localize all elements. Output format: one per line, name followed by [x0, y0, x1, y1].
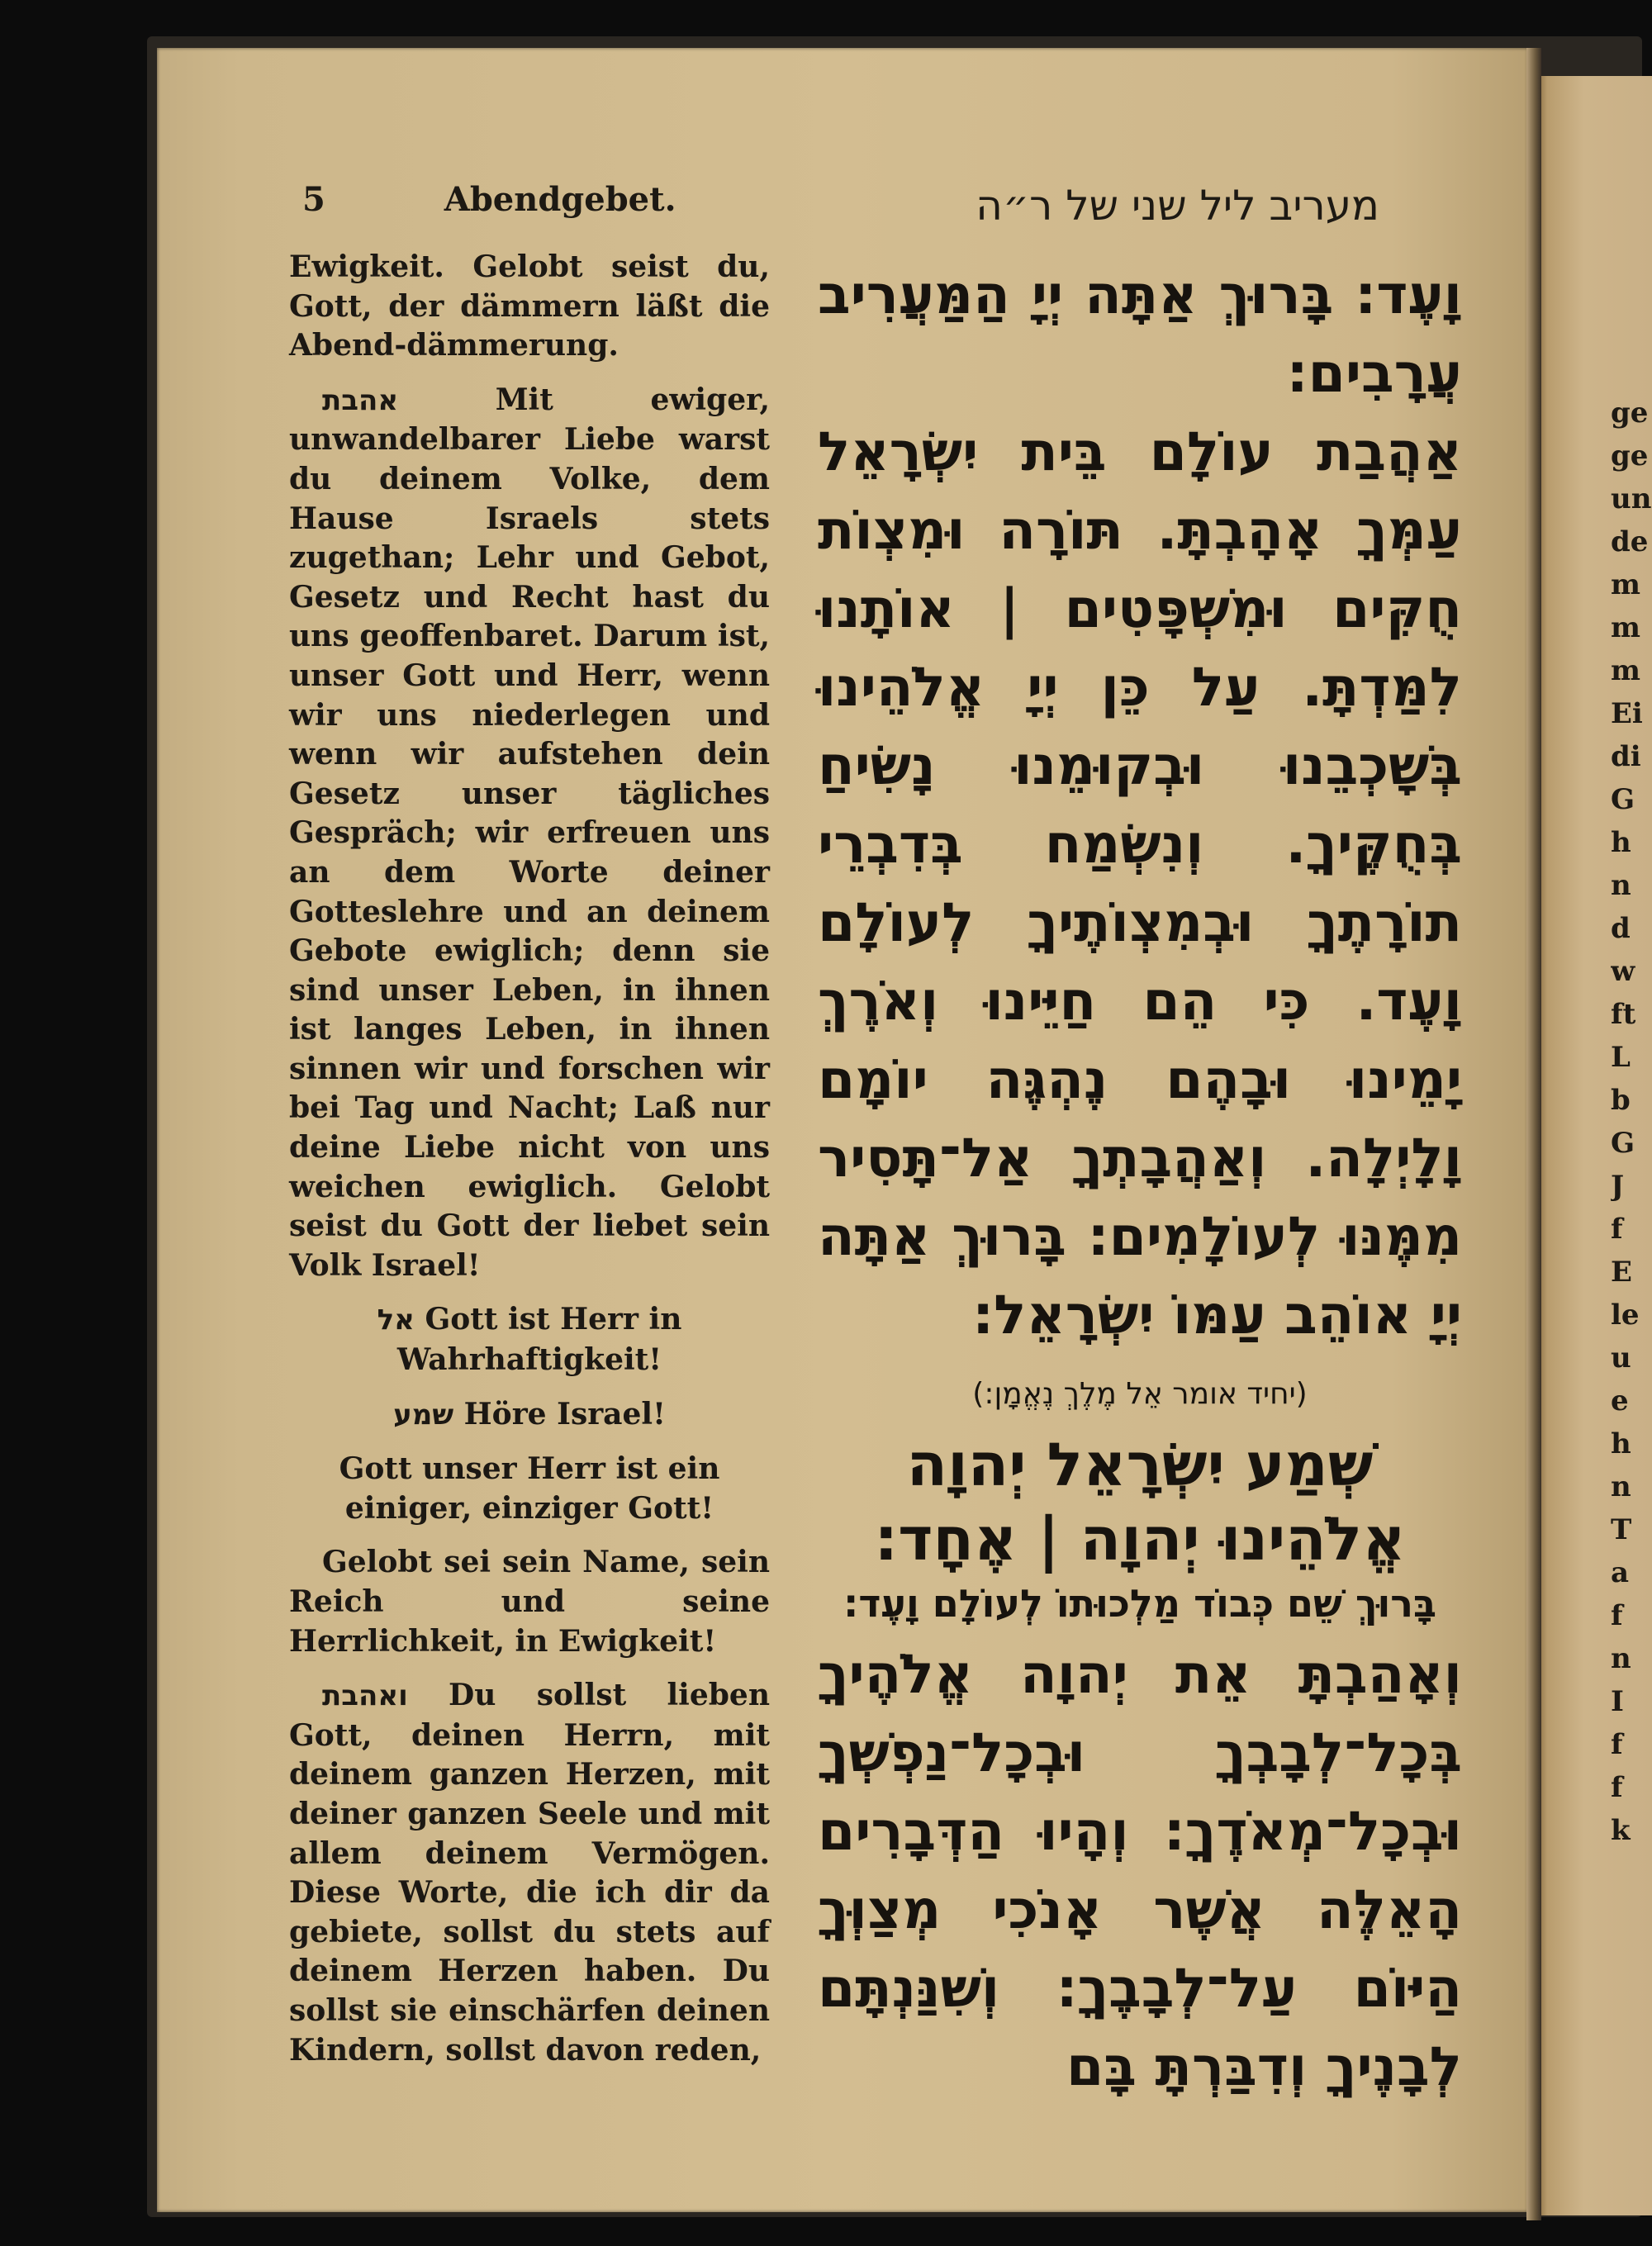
edge-fragment: n: [1611, 1642, 1631, 1675]
edge-fragment: f: [1611, 1599, 1623, 1632]
edge-fragment: m: [1611, 654, 1640, 687]
book-gutter: [1526, 48, 1541, 2220]
german-paragraph: [289, 1300, 770, 1379]
edge-fragment: f: [1611, 1728, 1623, 1761]
german-paragraph: Gott unser Herr ist ein einiger, einziger Gott!: [339, 1451, 720, 1526]
page-header-left: [302, 180, 676, 219]
hebrew-cue-word: אהבת: [322, 383, 399, 417]
edge-fragment: I: [1611, 1685, 1624, 1718]
next-page-text-fragments: [1611, 396, 1652, 1857]
german-paragraph: Ewigkeit. Gelobt seist du, Gott, der dämmern läßt die Abend-dämmerung.: [289, 249, 770, 363]
german-paragraph: Gelobt sei sein Name, sein Reich und seine Herrlichkeit, in Ewigkeit!: [289, 1545, 770, 1659]
hebrew-paragraph: וְאָהַבְתָּ אֵת יְהוָה אֱלֹהֶיךָ בְּכָל־לְבָבְךָ וּבְכָל־נַפְשְׁךָ וּבְכָל־מְאֹדֶךָ: וְהָיוּ הַדְּבָרִים הָאֵלֶּה אֲשֶׁר אָנֹכִי מְצַוְּךָ הַיּוֹם עַל־לְבָבֶךָ: וְשִׁנַּנְתָּם לְבָנֶיךָ וְדִבַּרְתָּ בָּם: [818, 1644, 1462, 2098]
shema-verse: שְׁמַע יִשְׂרָאֵל יְהוָה אֱלֹהֵינוּ יְהוָה | אֶחָד:: [874, 1430, 1406, 1574]
edge-fragment: b: [1611, 1084, 1631, 1117]
hebrew-paragraph: וָעֶד: בָּרוּךְ אַתָּה יְיָ הַמַּעֲרִיב עֲרָבִים:: [818, 264, 1462, 405]
edge-fragment: di: [1611, 740, 1641, 773]
german-paragraph-text: Mit ewiger, unwandelbarer Liebe warst du deinem Volke, dem Hause Israels stets zugethan; Lehr und Gebot, Gesetz und Recht hast du uns geoffenbaret. Darum ist, unser Gott und Herr, wenn wir uns niederlegen und wenn wir aufstehen dein Gesetz unser tägliches Gespräch; wir erfreuen uns an dem Worte deiner Gotteslehre und an deinem Gebote ewiglich; denn sie sind unser Leben, in ihnen ist langes Leben, in ihnen sinnen wir und forschen wir bei Tag und Nacht; Laß nur deine Liebe nicht von uns weichen ewiglich. Gelobt seist du Gott der liebet sein Volk Israel!: [289, 382, 770, 1283]
edge-fragment: f: [1611, 1213, 1623, 1246]
page-title-hebrew: מעריב ליל שני של ר״ה: [976, 182, 1379, 230]
german-paragraph: [289, 381, 770, 1286]
edge-fragment: ge: [1611, 396, 1649, 430]
hebrew-cue-word: שמע: [393, 1398, 454, 1432]
edge-fragment: ge: [1611, 439, 1649, 472]
edge-fragment: G: [1611, 1127, 1635, 1160]
edge-fragment: un: [1611, 482, 1652, 515]
edge-fragment: E: [1611, 1256, 1632, 1289]
hebrew-prayer-column: [818, 256, 1462, 2106]
edge-fragment: h: [1611, 826, 1631, 859]
edge-fragment: m: [1611, 568, 1640, 601]
hebrew-instruction-note: (יחיד אומר אֵל מֶלֶךְ נֶאֱמָן:): [972, 1377, 1308, 1411]
edge-fragment: f: [1611, 1771, 1623, 1804]
edge-fragment: a: [1611, 1556, 1630, 1589]
edge-fragment: e: [1611, 1384, 1629, 1417]
hebrew-paragraph: אַהֲבַת עוֹלָם בֵּית יִשְׂרָאֵל עַמְּךָ אָהָבְתָּ. תּוֹרָה וּמִצְוֹת חֻקִּים וּמִשְׁפָּטִים | אוֹתָנוּ לִמַּדְתָּ. עַל כֵּן יְיָ אֱלֹהֵינוּ בְּשָׁכְבֵנוּ וּבְקוּמֵנוּ נָשִׂיחַ בְּחֻקֶּיךָ. וְנִשְׂמַח בְּדִבְרֵי תוֹרָתֶךָ וּבְמִצְוֹתֶיךָ לְעוֹלָם וָעֶד. כִּי הֵם חַיֵּינוּ וְאֹרֶךְ יָמֵינוּ וּבָהֶם נֶהְגֶּה יוֹמָם וָלָיְלָה. וְאַהֲבָתְךָ אַל־תָּסִיר מִמֶּנּוּ לְעוֹלָמִים: בָּרוּךְ אַתָּה יְיָ אוֹהֵב עַמּוֹ יִשְׂרָאֵל:: [818, 421, 1462, 1346]
page-number: 5: [302, 180, 325, 219]
page-title-german: Abendgebet.: [444, 180, 676, 219]
german-paragraph-text: Du sollst lieben Gott, deinen Herrn, mit deinem ganzen Herzen, mit deiner ganzen Seele und mit allem deinem Vermögen. Diese Worte, die ich dir da gebiete, sollst du stets auf deinem Herzen haben. Du sollst sie einschärfen deinen Kindern, sollst davon reden,: [289, 1678, 770, 2068]
edge-fragment: L: [1611, 1041, 1631, 1074]
edge-fragment: de: [1611, 525, 1649, 558]
edge-fragment: le: [1611, 1299, 1640, 1332]
edge-fragment: w: [1611, 955, 1635, 988]
edge-fragment: m: [1611, 611, 1640, 644]
edge-fragment: ft: [1611, 998, 1636, 1031]
baruch-shem-verse: בָּרוּךְ שֵׁם כְּבוֹד מַלְכוּתוֹ לְעוֹלָם וָעֶד:: [843, 1581, 1437, 1626]
german-paragraph: [289, 1676, 770, 2070]
german-paragraph-text: Gott ist Herr in Wahrhaftigkeit!: [396, 1302, 682, 1378]
german-translation-column: [289, 248, 770, 2085]
edge-fragment: h: [1611, 1427, 1631, 1460]
edge-fragment: d: [1611, 912, 1631, 945]
edge-fragment: k: [1611, 1814, 1631, 1847]
edge-fragment: T: [1611, 1513, 1632, 1546]
edge-fragment: n: [1611, 869, 1631, 902]
edge-fragment: u: [1611, 1341, 1631, 1375]
edge-fragment: G: [1611, 783, 1635, 816]
german-paragraph: [289, 1395, 770, 1436]
edge-fragment: J: [1611, 1170, 1625, 1203]
edge-fragment: Ei: [1611, 697, 1643, 730]
german-paragraph-text: Höre Israel!: [463, 1396, 666, 1432]
hebrew-cue-word: אל: [377, 1303, 415, 1337]
edge-fragment: n: [1611, 1470, 1631, 1503]
hebrew-cue-word: ואהבת: [322, 1679, 408, 1713]
